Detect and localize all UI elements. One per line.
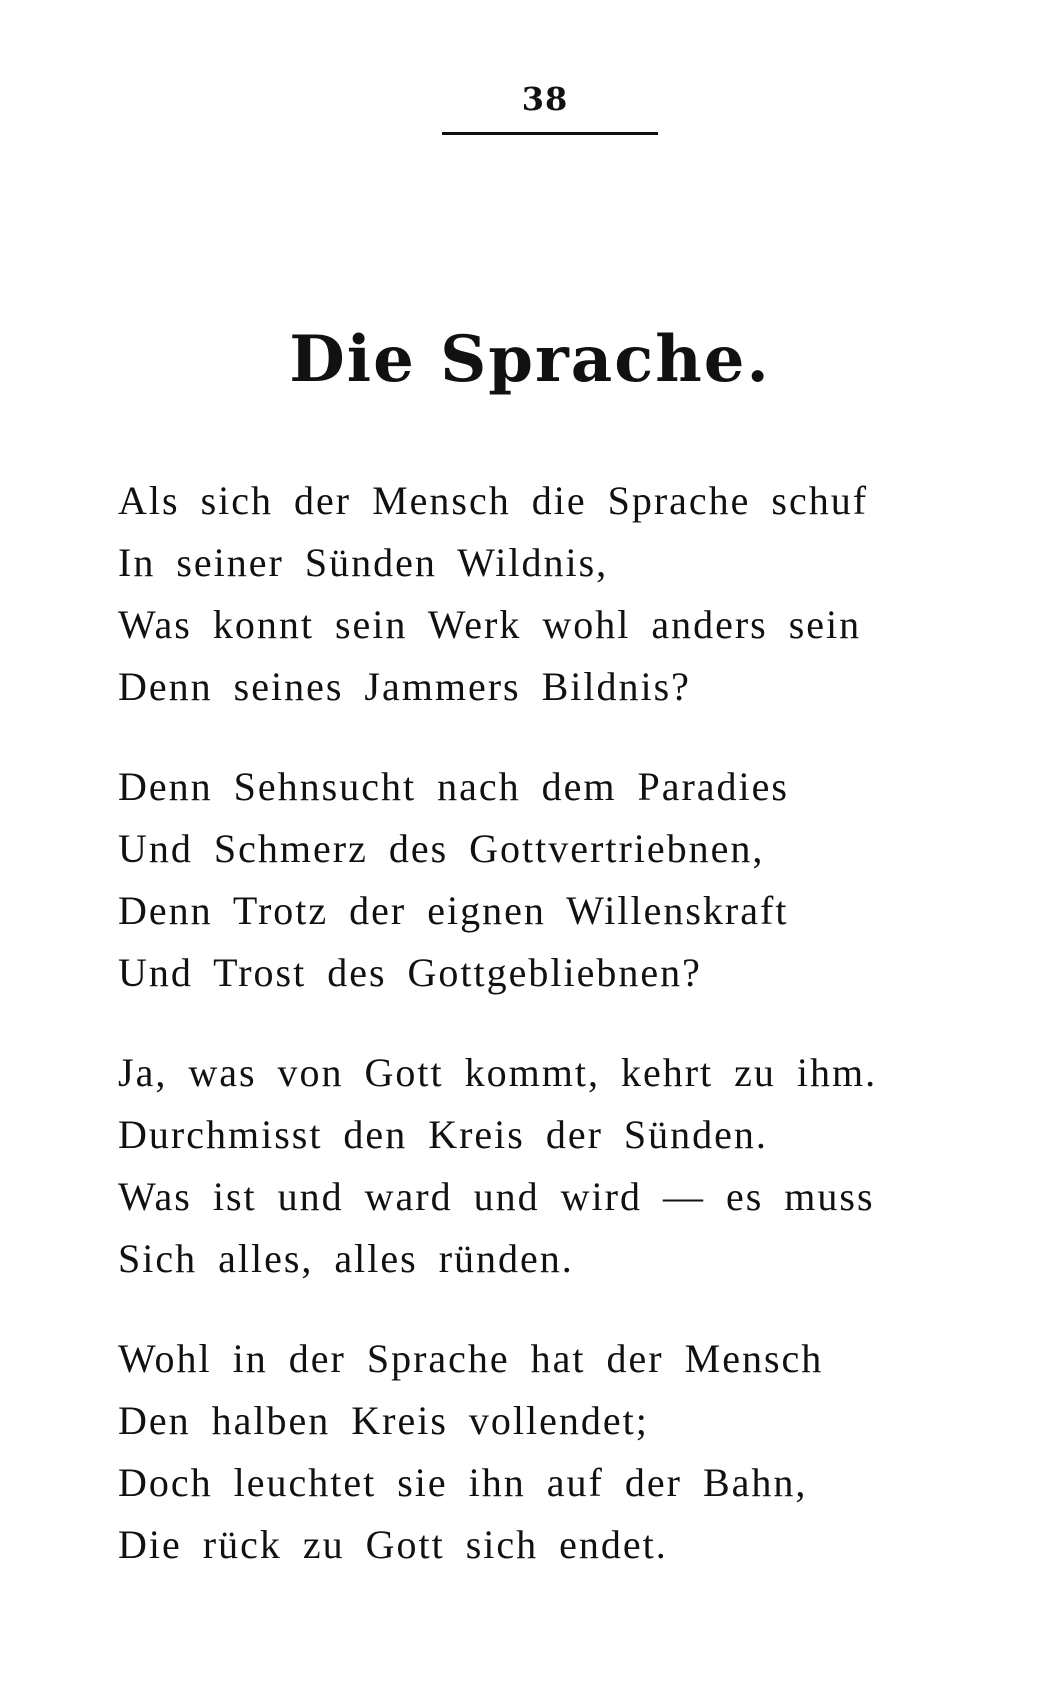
poem-line: Denn seines Jammers Bildnis? (118, 664, 691, 709)
poem-line: Und Trost des Gottgebliebnen? (118, 950, 702, 995)
stanza-4 (118, 1328, 1018, 1576)
poem-body (118, 470, 1018, 1614)
poem-line: Und Schmerz des Gottvertriebnen, (118, 826, 765, 871)
poem-line: Wohl in der Sprache hat der Mensch (118, 1336, 824, 1381)
poem-line: Ja, was von Gott kommt, kehrt zu ihm. (118, 1050, 878, 1095)
poem-line: In seiner Sünden Wildnis, (118, 540, 609, 585)
poem-line: Was ist und ward und wird — es muss (118, 1174, 875, 1219)
page-number: 38 (521, 80, 569, 118)
poem-line: Denn Sehnsucht nach dem Paradies (118, 764, 789, 809)
poem-line: Als sich der Mensch die Sprache schuf (118, 478, 869, 523)
header-rule (442, 132, 658, 135)
stanza-2 (118, 756, 1018, 1004)
poem-line: Den halben Kreis vollendet; (118, 1398, 649, 1443)
poem-line: Die rück zu Gott sich endet. (118, 1522, 668, 1567)
poem-title: Die Sprache. (289, 322, 771, 397)
poem-line: Sich alles, alles ründen. (118, 1236, 574, 1281)
poem-line: Durchmisst den Kreis der Sünden. (118, 1112, 768, 1157)
poem-line: Was konnt sein Werk wohl anders sein (118, 602, 862, 647)
stanza-3 (118, 1042, 1018, 1290)
poem-line: Denn Trotz der eignen Willenskraft (118, 888, 789, 933)
stanza-1 (118, 470, 1018, 718)
poem-line: Doch leuchtet sie ihn auf der Bahn, (118, 1460, 808, 1505)
